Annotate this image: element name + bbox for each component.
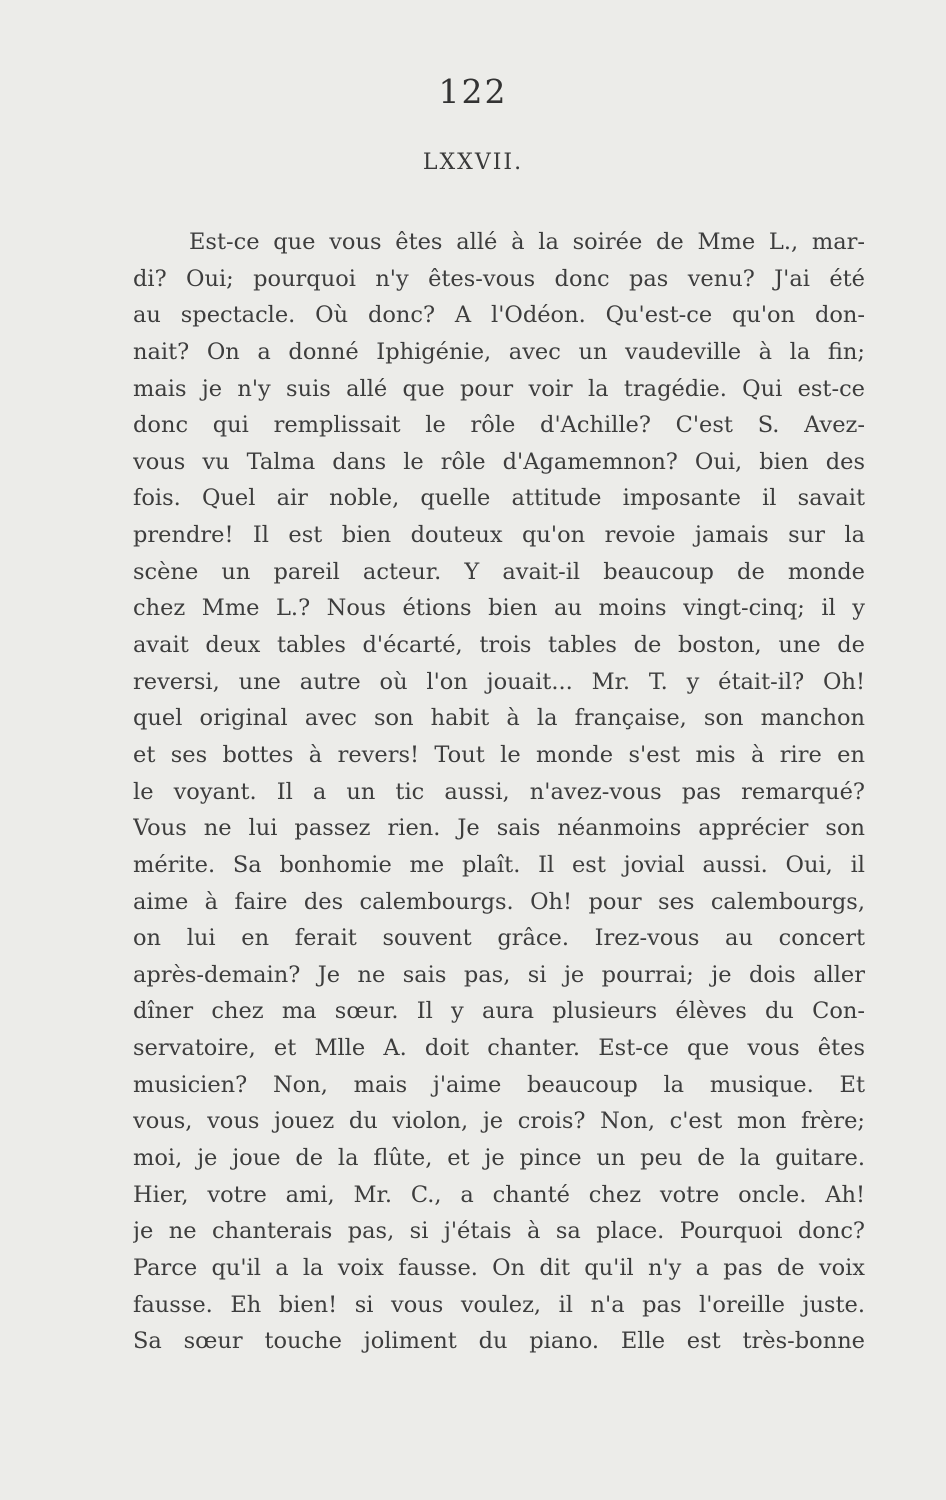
text-line: reversi, une autre où l'on jouait... Mr. T. y était-il? Oh! bbox=[133, 668, 865, 695]
chapter-heading: LXXVII. bbox=[422, 150, 524, 175]
text-line: quel original avec son habit à la française, son manchon bbox=[133, 705, 865, 732]
text-line: aime à faire des calembourgs. Oh! pour ses calembourgs, bbox=[133, 888, 865, 915]
text-line: fois. Quel air noble, quelle attitude imposante il savait bbox=[133, 485, 865, 512]
text-line: dîner chez ma sœur. Il y aura plusieurs élèves du Con- bbox=[133, 998, 865, 1025]
text-line: Sa sœur touche joliment du piano. Elle est très-bonne bbox=[133, 1328, 865, 1355]
text-line: chez Mme L.? Nous étions bien au moins vingt-cinq; il y bbox=[133, 595, 865, 622]
text-line: servatoire, et Mlle A. doit chanter. Est-ce que vous êtes bbox=[133, 1035, 865, 1062]
text-line: mérite. Sa bonhomie me plaît. Il est jovial aussi. Oui, il bbox=[133, 851, 865, 878]
text-line: musicien? Non, mais j'aime beaucoup la musique. Et bbox=[133, 1071, 865, 1098]
text-line: scène un pareil acteur. Y avait-il beaucoup de monde bbox=[133, 558, 865, 585]
text-line: Est-ce que vous êtes allé à la soirée de Mme L., mar- bbox=[189, 229, 865, 255]
text-line: nait? On a donné Iphigénie, avec un vaudeville à la fin; bbox=[133, 338, 865, 365]
text-line: mais je n'y suis allé que pour voir la tragédie. Qui est-ce bbox=[133, 375, 865, 402]
text-line: Vous ne lui passez rien. Je sais néanmoins apprécier son bbox=[133, 815, 865, 842]
text-line: on lui en ferait souvent grâce. Irez-vous au concert bbox=[133, 925, 865, 952]
text-line: au spectacle. Où donc? A l'Odéon. Qu'est-ce qu'on don- bbox=[133, 302, 865, 329]
text-line: prendre! Il est bien douteux qu'on revoie jamais sur la bbox=[133, 522, 865, 549]
text-line: Parce qu'il a la voix fausse. On dit qu'il n'y a pas de voix bbox=[133, 1254, 865, 1281]
text-line: moi, je joue de la flûte, et je pince un peu de la guitare. bbox=[133, 1145, 865, 1172]
text-line: Hier, votre ami, Mr. C., a chanté chez votre oncle. Ah! bbox=[133, 1181, 865, 1208]
text-line: et ses bottes à revers! Tout le monde s'est mis à rire en bbox=[133, 741, 865, 768]
text-line: avait deux tables d'écarté, trois tables de boston, une de bbox=[133, 632, 865, 659]
text-line: vous, vous jouez du violon, je crois? Non, c'est mon frère; bbox=[133, 1108, 865, 1135]
body-text bbox=[133, 224, 865, 1360]
text-line: di? Oui; pourquoi n'y êtes-vous donc pas venu? J'ai été bbox=[133, 265, 865, 292]
text-line: le voyant. Il a un tic aussi, n'avez-vous pas remarqué? bbox=[133, 778, 865, 805]
text-line: fausse. Eh bien! si vous voulez, il n'a pas l'oreille juste. bbox=[133, 1291, 865, 1318]
text-line: vous vu Talma dans le rôle d'Agamemnon? Oui, bien des bbox=[133, 448, 865, 475]
text-line: je ne chanterais pas, si j'étais à sa place. Pourquoi donc? bbox=[133, 1218, 865, 1245]
page-number: 122 bbox=[438, 72, 508, 111]
text-line: après-demain? Je ne sais pas, si je pourrai; je dois aller bbox=[133, 961, 865, 988]
text-line: donc qui remplissait le rôle d'Achille? C'est S. Avez- bbox=[133, 412, 865, 439]
